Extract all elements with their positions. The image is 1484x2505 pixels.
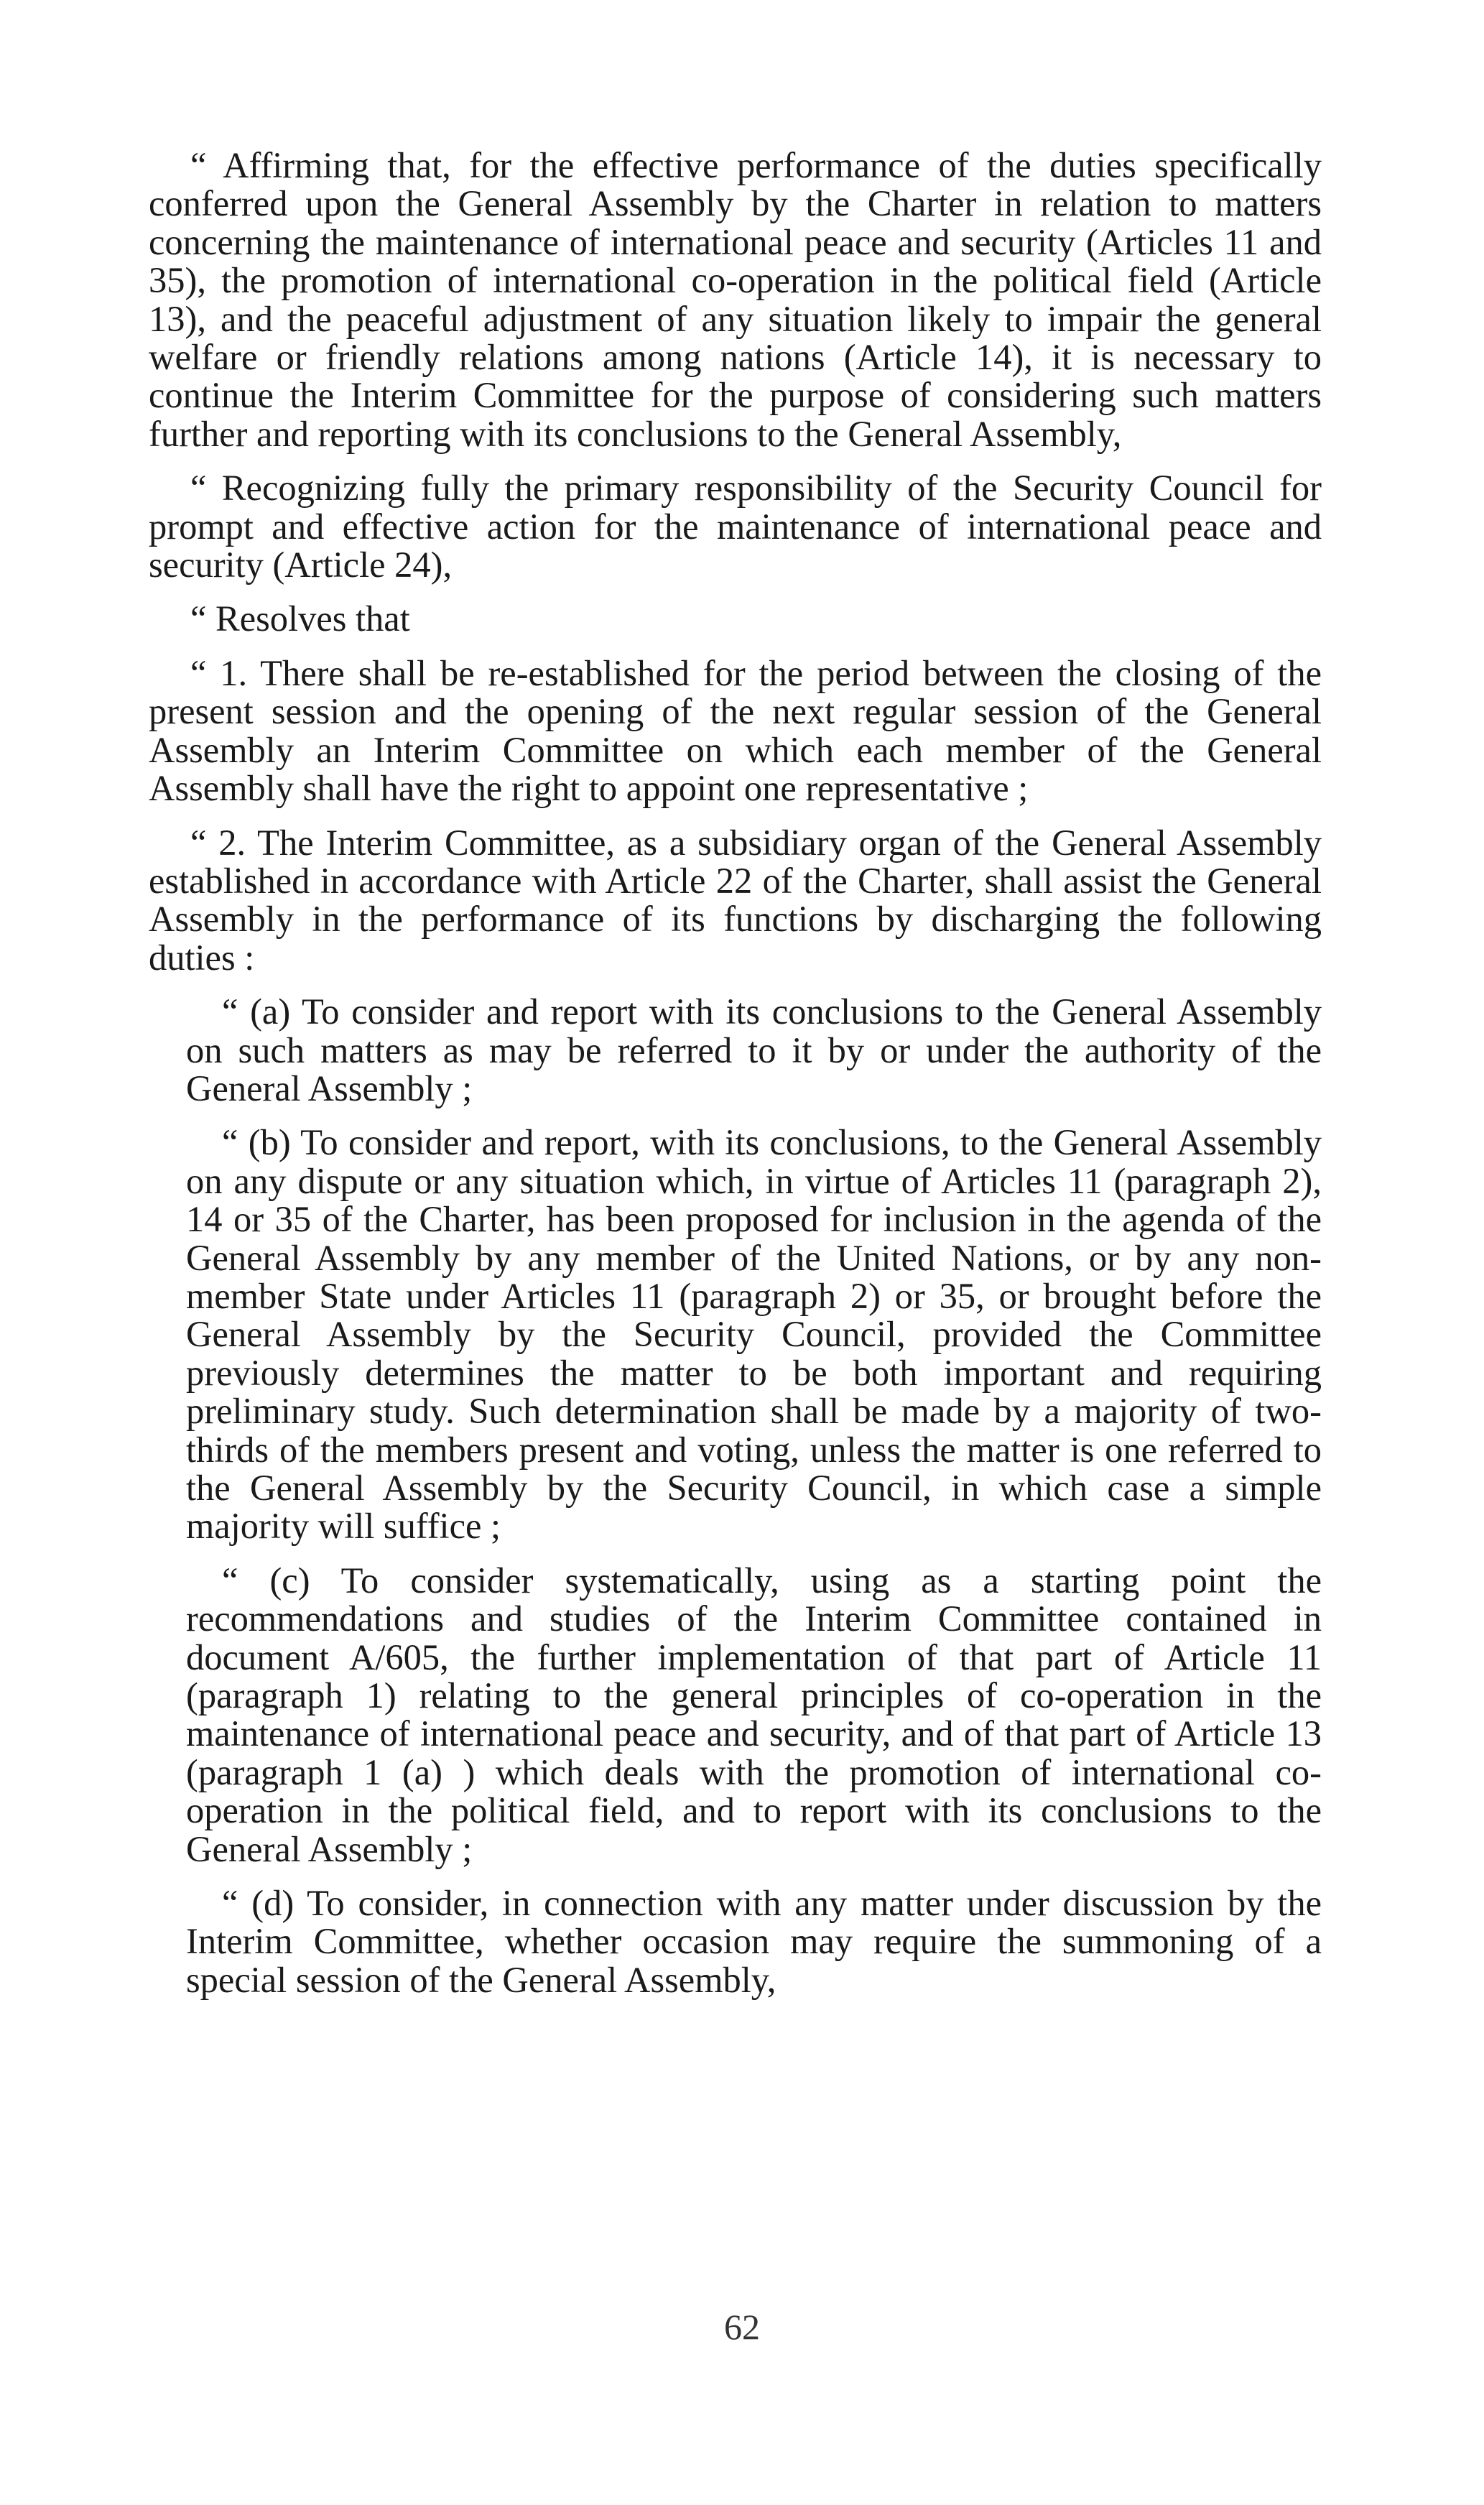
paragraph-duty-a: “ (a) To consider and report with its conclusions to the General Assembly on such matters as may be referred to it by or under the authority of the General Assembly ; [186,991,1322,1108]
paragraph-affirming: “ Affirming that, for the effective performance of the duties specifically conferred upon the General Assembly by the Charter in relation to matters concerning the maintenance of international peace and security (Articles 11 and 35), the promotion of international co-operation in the political field (Article 13), and the peaceful adjustment of any situation likely to impair the general welfare or friendly relations among nations (Article 14), it is necessary to continue the Interim Committee for the purpose of considering such matters further and reporting with its conclusions to the General Assembly, [149,145,1322,454]
paragraph-duty-d: “ (d) To consider, in connection with any matter under discussion by the Interim Committee, whether occasion may require the summoning of a special session of the General Assembly, [186,1883,1322,2000]
body-text [149,147,1322,1999]
paragraph-duty-b: “ (b) To consider and report, with its conclusions, to the General Assembly on any dispute or any situation which, in virtue of Articles 11 (paragraph 2), 14 or 35 of the Charter, has been proposed for inclusion in the agenda of the General Assembly by any member of the United Nations, or by any non-member State under Articles 11 (paragraph 2) or 35, or brought before the General Assembly by the Security Council, provided the Committee previously determines the matter to be both important and requiring preliminary study. Such determination shall be made by a majority of two-thirds of the members present and voting, unless the matter is one referred to the General Assembly by the Security Council, in which case a simple majority will suffice ; [186,1122,1322,1547]
paragraph-item-2: “ 2. The Interim Committee, as a subsidiary organ of the General Assembly established in accordance with Article 22 of the Charter, shall assist the General Assembly in the performance of its functions by discharging the following duties : [149,822,1322,978]
paragraph-resolves: “ Resolves that [190,598,410,639]
page-number: 62 [724,2307,760,2347]
paragraph-item-1: “ 1. There shall be re-established for the period between the closing of the present session and the opening of the next regular session of the General Assembly an Interim Committee on which each member of the General Assembly shall have the right to appoint one representative ; [149,652,1322,809]
paragraph-recognizing: “ Recognizing fully the primary responsibility of the Security Council for prompt and effective action for the maintenance of international peace and security (Article 24), [149,468,1322,585]
paragraph-duty-c: “ (c) To consider systematically, using as a starting point the recommendations and studies of the Interim Committee contained in document A/605, the further implementation of that part of Article 11 (paragraph 1) relating to the general principles of co-operation in the maintenance of international peace and security, and of that part of Article 13 (paragraph 1 (a) ) which deals with the promotion of international co-operation in the political field, and to report with its conclusions to the General Assembly ; [186,1560,1322,1869]
